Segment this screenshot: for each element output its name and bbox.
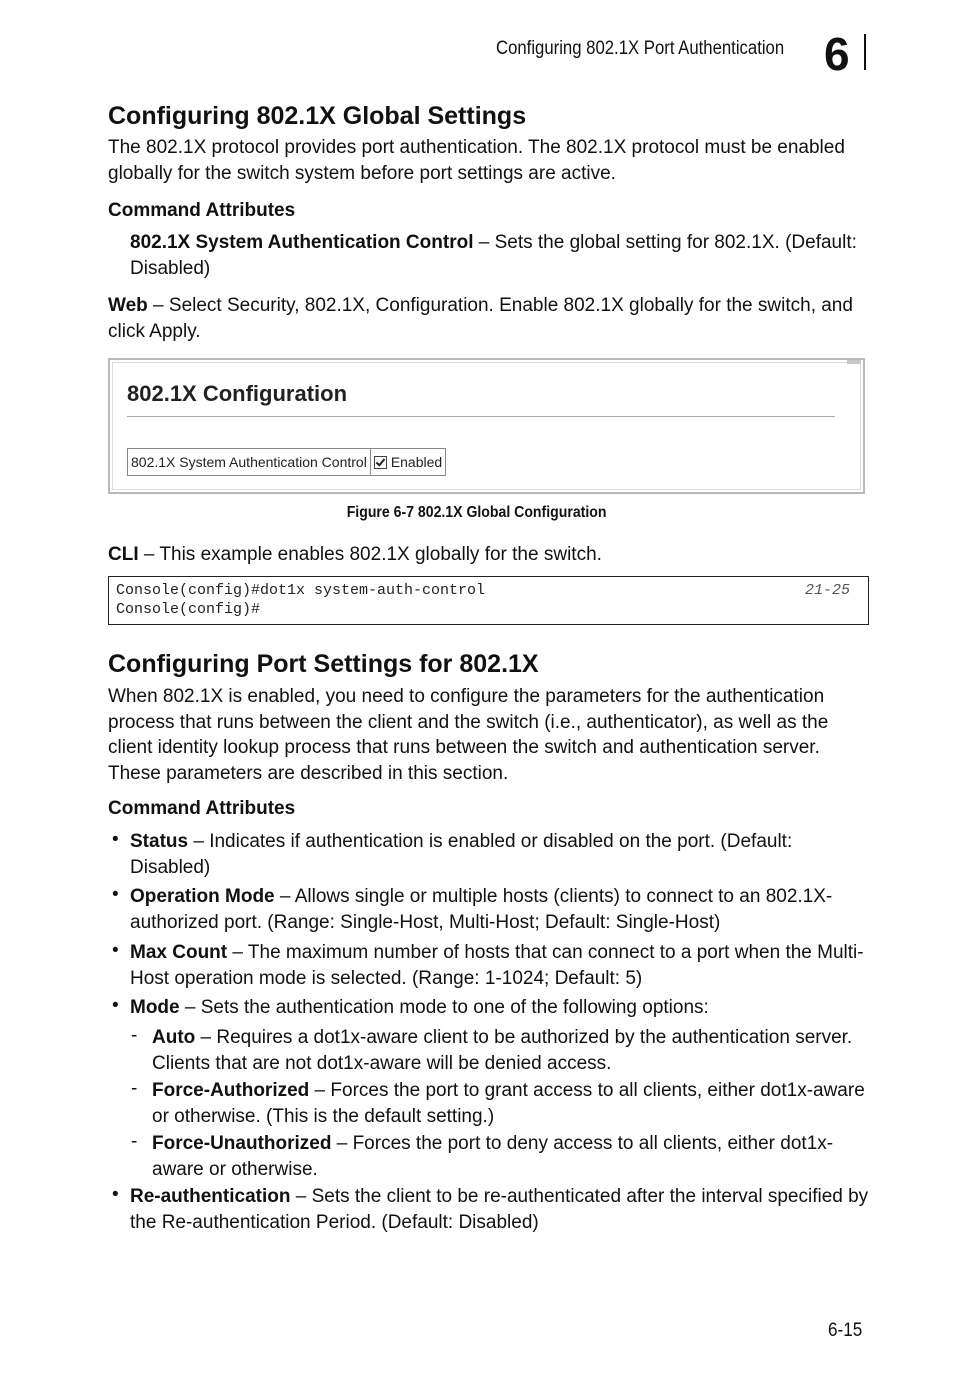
enabled-checkbox-cell[interactable] bbox=[370, 449, 445, 475]
item-desc: – Indicates if authentication is enabled or disabled on the port. (Default: Disabled) bbox=[130, 831, 793, 878]
header-divider bbox=[864, 34, 866, 70]
list-item-operation-mode bbox=[130, 884, 870, 935]
chapter-number: 6 bbox=[824, 28, 850, 80]
sub-item-desc: – Requires a dot1x-aware client to be authorized by the authentication server. Clients that are not dot1x-aware will be denied access. bbox=[152, 1027, 853, 1074]
web-term: Web bbox=[108, 295, 148, 316]
figure-caption-text: Figure 6-7 802.1X Global Configuration bbox=[347, 504, 607, 521]
figure-screenshot bbox=[108, 358, 865, 494]
sub-item-term: Auto bbox=[152, 1027, 196, 1048]
system-auth-control-field bbox=[127, 448, 446, 476]
screenshot-divider bbox=[127, 416, 835, 417]
sub-item-auto bbox=[152, 1025, 868, 1076]
bullet-marker: • bbox=[112, 829, 119, 850]
figure-caption bbox=[0, 504, 954, 522]
scrollbar-thumb bbox=[847, 360, 861, 364]
item-term: Max Count bbox=[130, 942, 228, 963]
code-line-1: Console(config)#dot1x system-auth-control bbox=[116, 582, 486, 599]
section-intro-global: The 802.1X protocol provides port authentication. The 802.1X protocol must be enabled globally for the switch system before port settings are active. bbox=[108, 137, 845, 184]
attribute-system-auth-control bbox=[130, 230, 870, 281]
command-attributes-label: Command Attributes bbox=[108, 200, 296, 221]
page-number: 6-15 bbox=[828, 1320, 863, 1341]
command-attributes-label-2: Command Attributes bbox=[108, 798, 296, 819]
bullet-marker: • bbox=[112, 1184, 119, 1205]
attribute-desc: – Sets the global setting for 802.1X. (Default: Disabled) bbox=[130, 232, 857, 279]
item-desc: – Allows single or multiple hosts (clients) to connect to an 802.1X-authorized port. (Range: Single-Host, Multi-Host; Default: Single-Host) bbox=[130, 886, 833, 933]
list-item-status bbox=[130, 829, 870, 880]
bullet-marker: • bbox=[112, 940, 119, 961]
list-item-mode bbox=[130, 995, 870, 1021]
item-term: Operation Mode bbox=[130, 886, 275, 907]
section-intro-port: When 802.1X is enabled, you need to configure the parameters for the authentication process that runs between the client and the switch (i.e., authenticator), as well as the client identity lookup process that runs between the switch and authentication server. These parameters are described in this section. bbox=[108, 686, 829, 784]
web-instructions bbox=[108, 293, 868, 344]
item-desc: – Sets the authentication mode to one of the following options: bbox=[179, 997, 709, 1018]
command-reference: 21-25 bbox=[804, 582, 850, 599]
bullet-marker: • bbox=[112, 995, 119, 1016]
section-heading-global-settings: Configuring 802.1X Global Settings bbox=[108, 102, 527, 130]
list-item-re-authentication bbox=[130, 1184, 870, 1235]
screenshot-title: 802.1X Configuration bbox=[127, 381, 348, 406]
dash-marker: - bbox=[131, 1078, 138, 1099]
field-label: 802.1X System Authentication Control bbox=[131, 454, 367, 470]
item-term: Re-authentication bbox=[130, 1186, 291, 1207]
web-desc: – Select Security, 802.1X, Configuration. Enable 802.1X globally for the switch, and click Apply. bbox=[108, 295, 853, 342]
screenshot-panel bbox=[112, 362, 861, 490]
code-line-2: Console(config)# bbox=[116, 601, 261, 618]
cli-term: CLI bbox=[108, 544, 139, 565]
dash-marker: - bbox=[131, 1025, 138, 1046]
enabled-checkbox[interactable] bbox=[374, 456, 387, 469]
item-desc: – The maximum number of hosts that can connect to a port when the Multi-Host operation mode is selected. (Range: 1-1024; Default: 5) bbox=[130, 942, 864, 989]
sub-item-desc: – Forces the port to grant access to all clients, either dot1x-aware or otherwise. (This is the default setting.) bbox=[152, 1080, 865, 1127]
sub-item-desc: – Forces the port to deny access to all clients, either dot1x-aware or otherwise. bbox=[152, 1133, 834, 1180]
section-heading-port-settings: Configuring Port Settings for 802.1X bbox=[108, 650, 539, 678]
enabled-label: Enabled bbox=[390, 454, 443, 470]
sub-item-force-unauthorized bbox=[152, 1131, 868, 1182]
dash-marker: - bbox=[131, 1131, 138, 1152]
running-header-title: Configuring 802.1X Port Authentication bbox=[496, 38, 785, 59]
item-desc: – Sets the client to be re-authenticated after the interval specified by the Re-authentication Period. (Default: Disabled) bbox=[130, 1186, 869, 1233]
attribute-term: 802.1X System Authentication Control bbox=[130, 232, 474, 253]
sub-item-term: Force-Unauthorized bbox=[152, 1133, 332, 1154]
item-term: Mode bbox=[130, 997, 180, 1018]
list-item-max-count bbox=[130, 940, 870, 991]
cli-desc: – This example enables 802.1X globally for the switch. bbox=[138, 544, 602, 565]
item-term: Status bbox=[130, 831, 189, 852]
sub-item-term: Force-Authorized bbox=[152, 1080, 310, 1101]
cli-description bbox=[108, 542, 868, 568]
sub-item-force-authorized bbox=[152, 1078, 868, 1129]
bullet-marker: • bbox=[112, 884, 119, 905]
cli-code-block bbox=[108, 576, 869, 625]
